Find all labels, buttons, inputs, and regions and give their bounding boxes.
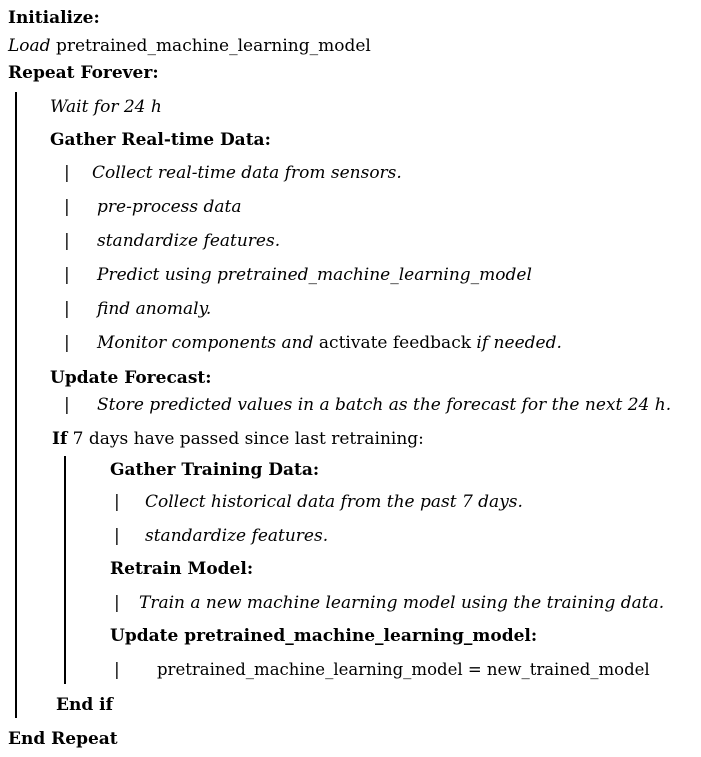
- initialize-heading: Initialize:: [8, 8, 100, 28]
- update-forecast-heading: Update Forecast:: [50, 368, 212, 388]
- step-monitor: [97, 332, 562, 354]
- step-standardize-training: standardize features.: [145, 526, 329, 546]
- end-if: End if: [56, 695, 113, 715]
- repeat-loop-bar: [15, 92, 17, 718]
- step-train-new-model: Train a new machine learning model using the training data.: [139, 593, 665, 613]
- if-block-bar: [64, 456, 66, 684]
- step-tick: |: [64, 197, 70, 217]
- load-target: pretrained_machine_learning_model: [50, 36, 371, 56]
- step-tick: |: [114, 492, 120, 512]
- step-collect-realtime: Collect real-time data from sensors.: [92, 163, 402, 183]
- step-find-anomaly: find anomaly.: [97, 299, 212, 319]
- load-statement: [8, 35, 371, 57]
- step-store-forecast: Store predicted values in a batch as the forecast for the next 24 h.: [97, 395, 672, 415]
- activate-feedback-text: activate feedback: [313, 333, 477, 353]
- if-keyword: If: [52, 429, 68, 449]
- step-tick: |: [64, 299, 70, 319]
- step-tick: |: [64, 265, 70, 285]
- step-tick: |: [64, 333, 70, 353]
- load-keyword: Load: [8, 36, 51, 56]
- step-preprocess: pre-process data: [97, 197, 242, 217]
- repeat-forever-heading: Repeat Forever:: [8, 63, 159, 83]
- if-needed-text: if needed.: [476, 333, 562, 353]
- step-predict: Predict using pretrained_machine_learning_model: [97, 265, 532, 285]
- step-tick: |: [64, 231, 70, 251]
- if-condition: 7 days have passed since last retraining:: [67, 429, 424, 449]
- step-tick: |: [114, 526, 120, 546]
- retrain-model-heading: Retrain Model:: [110, 559, 254, 579]
- step-tick: |: [64, 395, 70, 415]
- update-model-heading: Update pretrained_machine_learning_model:: [110, 626, 538, 646]
- wait-statement: Wait for 24 h: [50, 97, 162, 117]
- if-statement: [52, 428, 424, 450]
- step-collect-historical: Collect historical data from the past 7 days.: [145, 492, 523, 512]
- step-tick: |: [114, 593, 120, 613]
- step-tick: |: [64, 163, 70, 183]
- step-assign-model: pretrained_machine_learning_model = new_trained_model: [157, 660, 650, 679]
- gather-training-heading: Gather Training Data:: [110, 460, 320, 480]
- monitor-text: Monitor components and: [97, 333, 314, 353]
- step-standardize: standardize features.: [97, 231, 281, 251]
- end-repeat: End Repeat: [8, 729, 118, 749]
- gather-realtime-heading: Gather Real-time Data:: [50, 130, 271, 150]
- step-tick: |: [114, 660, 120, 680]
